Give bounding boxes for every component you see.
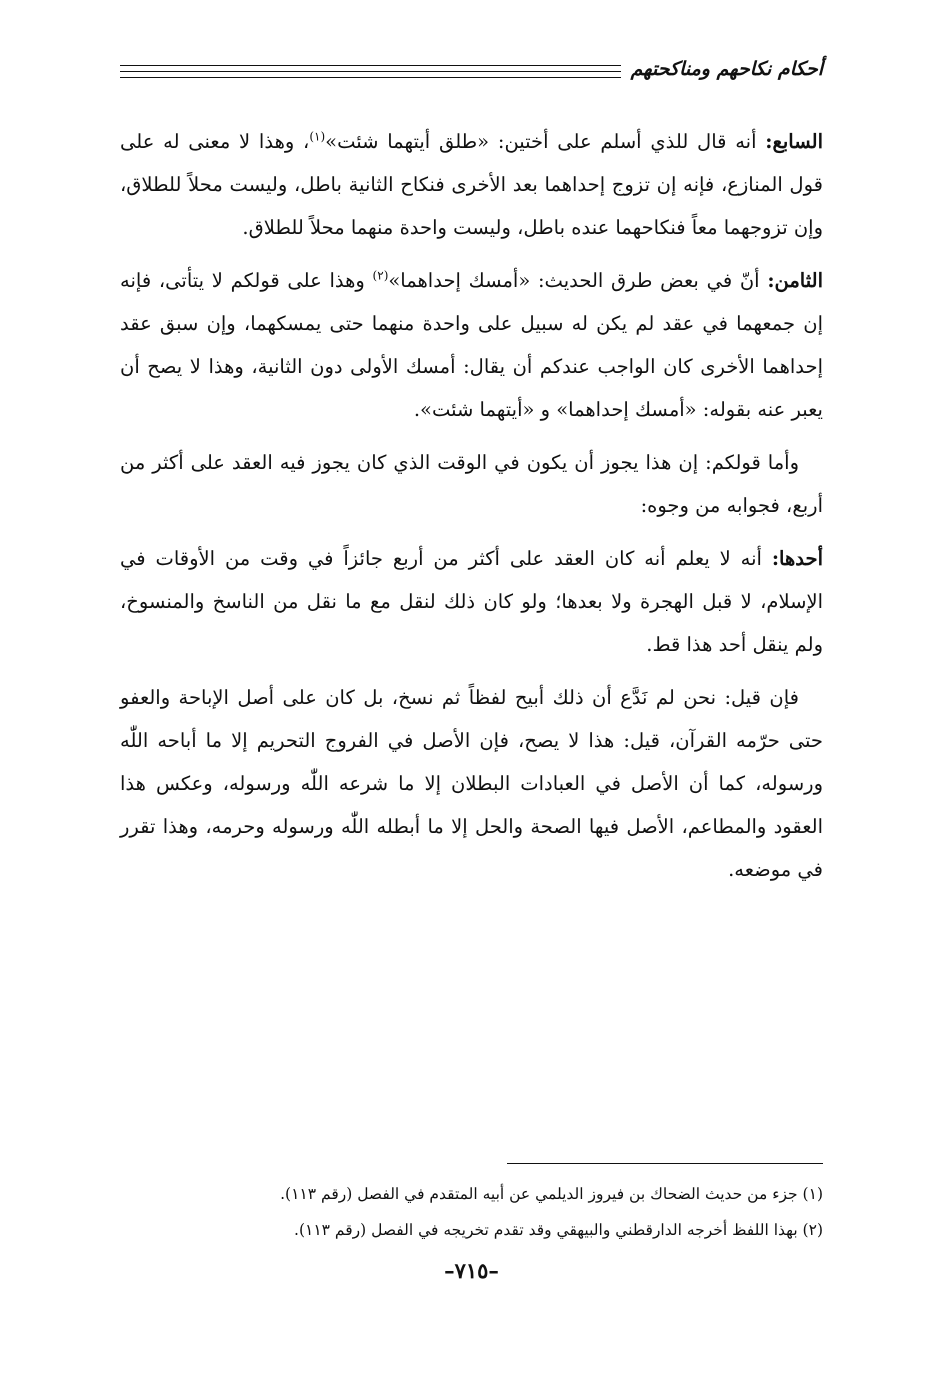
paragraph-text-continued: وهذا على قولكم لا يتأتى، فإنه إن جمعهما في عقد لم يكن له سبيل على واحدة منهما حتى يمسكهما، وإن سبق عقد إحداهما الأخرى كان الواجب عندكم أن يقال: أمسك الأولى دون الثانية، وهذا لا يصح أن يعبر عنه بقوله: «أمسك إحداهما» و «أيتهما شئت». xyxy=(120,269,823,421)
paragraph-text: أنه قال للذي أسلم على أختين: «طلق أيتهما شئت» xyxy=(325,130,766,153)
paragraph-text: أنه لا يعلم أنه كان العقد على أكثر من أربع جائزاً في وقت من الأوقات في الإسلام، لا قبل الهجرة ولا بعدها؛ ولو كان ذلك لنقل مع ما نقل من الناسخ والمنسوخ، ولم ينقل أحد هذا قط. xyxy=(120,547,823,656)
paragraph-seventh xyxy=(120,120,823,249)
paragraph-text: فإن قيل: نحن لم نَدَّع أن ذلك أبيح لفظاً ثم نسخ، بل كان على أصل الإباحة والعفو حتى حرّمه القرآن، قيل: هذا لا يصح، فإن الأصل في الفروج التحريم إلا ما أباحه اللّٰه ورسوله، كما أن الأصل في العبادات البطلان إلا ما شرعه اللّٰه ورسوله، وعكس هذا العقود والمطاعم، الأصل فيها الصحة والحل إلا ما أبطله اللّٰه ورسوله وحرمه، وهذا تقرر في موضعه. xyxy=(120,686,823,881)
paragraph-lead: السابع: xyxy=(765,130,823,153)
page-number: –٧١٥– xyxy=(444,1258,499,1283)
footnotes xyxy=(120,1176,823,1248)
paragraph-lead: أحدها: xyxy=(771,547,823,570)
paragraph-text: أنّ في بعض طرق الحديث: «أمسك إحداهما» xyxy=(388,269,768,292)
paragraph-objection xyxy=(120,676,823,891)
running-title: أحكام نكاحهم ومناكحتهم xyxy=(621,56,823,82)
paragraph-text: وأما قولكم: إن هذا يجوز أن يكون في الوقت الذي كان يجوز فيه العقد على أكثر من أربع، فجوابه من وجوه: xyxy=(120,451,823,517)
footnote-2: (٢) بهذا اللفظ أخرجه الدارقطني والبيهقي وقد تقدم تخريجه في الفصل (رقم ١١٣). xyxy=(294,1221,823,1239)
paragraph-text-continued: ، وهذا لا معنى له على قول المنازع، فإنه إن تزوج إحداهما بعد الأخرى فنكاح الثانية باطل، وليست محلاً للطلاق، وإن تزوجهما معاً فنكاحهما عنده باطل، وليست واحدة منهما محلاً للطلاق. xyxy=(120,130,823,239)
footnote-1: (١) جزء من حديث الضحاك بن فيروز الديلمي عن أبيه المتقدم في الفصل (رقم ١١٣). xyxy=(280,1185,823,1203)
paragraph-reply xyxy=(120,441,823,527)
paragraph-eighth xyxy=(120,259,823,431)
page-header xyxy=(120,56,823,86)
body-text xyxy=(120,120,823,901)
paragraph-lead: الثامن: xyxy=(767,269,823,292)
footnote-separator xyxy=(507,1163,823,1164)
paragraph-first-answer xyxy=(120,537,823,666)
footnote-ref[interactable]: (٢) xyxy=(372,268,389,283)
footnote-ref[interactable]: (١) xyxy=(309,129,326,144)
